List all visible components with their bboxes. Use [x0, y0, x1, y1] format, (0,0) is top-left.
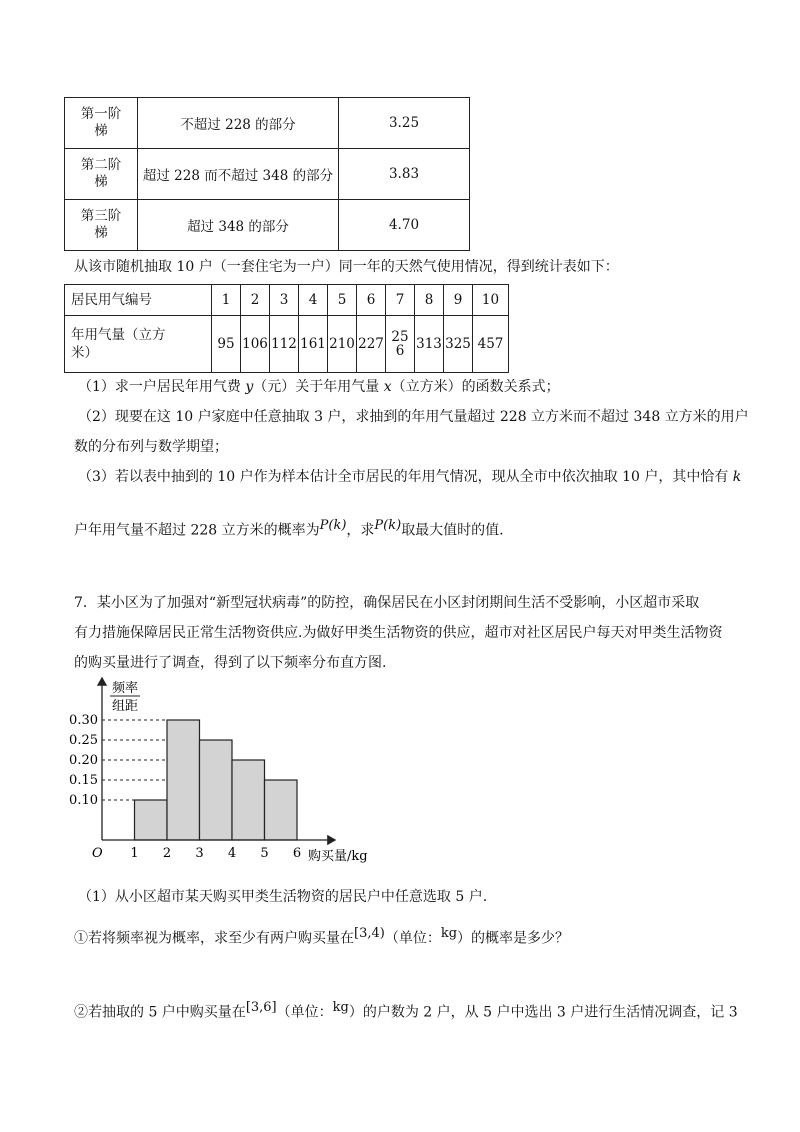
value-cell: 112: [270, 316, 299, 373]
q6-part3-line2: 户年用气量不超过 228 立方米的概率为P(k)，求P(k)取最大值时的值.: [74, 518, 504, 539]
tier-price-table: [64, 97, 470, 251]
id-cell: 8: [415, 285, 444, 316]
y-tick-label: 0.15: [69, 773, 98, 788]
id-cell: 6: [357, 285, 386, 316]
range-cell: 不超过 228 的部分: [138, 98, 339, 149]
id-cell: 9: [444, 285, 473, 316]
id-cell: 5: [328, 285, 357, 316]
value-cell: 161: [299, 316, 328, 373]
table-row: [65, 316, 509, 373]
q7-sub1b: ②若抽取的 5 户中购买量在[3,6]（单位：kg）的户数为 2 户，从 5 户中选出 3 户进行生活情况调查，记 3: [74, 1000, 738, 1021]
header-label-cell: 居民用气编号: [65, 285, 212, 316]
gas-usage-table: [64, 284, 509, 373]
id-cell: 7: [386, 285, 415, 316]
value-cell: 227: [357, 316, 386, 373]
id-cell: 4: [299, 285, 328, 316]
value-cell: 457: [473, 316, 509, 373]
q6-part2-line1: （2）现要在这 10 户家庭中任意抽取 3 户，求抽到的年用气量超过 228 立方米而不超过 348 立方米的用户: [78, 409, 749, 425]
q6-part2-line2: 数的分布列与数学期望；: [74, 439, 228, 455]
x-tick-label: 3: [195, 846, 204, 861]
histogram-bar: [167, 720, 200, 840]
table-row: [65, 98, 470, 149]
q7-sub1: （1）从小区超市某天购买甲类生活物资的居民户中任意选取 5 户.: [78, 889, 488, 905]
tier-cell: 第一阶 梯: [65, 98, 138, 149]
histogram-bar: [135, 800, 168, 840]
q7-stem-line3: 的购买量进行了调查，得到了以下频率分布直方图.: [74, 655, 387, 671]
x-tick-label: 6: [292, 846, 302, 861]
value-cell: 25 6: [386, 316, 415, 373]
table-row: [65, 149, 470, 200]
x-tick-label: 5: [260, 846, 269, 861]
value-cell: 95: [212, 316, 241, 373]
price-cell: 4.70: [339, 200, 470, 251]
histogram-bar: [232, 760, 265, 840]
value-label-cell: 年用气量（立方 米）: [65, 316, 212, 373]
x-tick-label: 2: [162, 846, 172, 861]
y-tick-label: 0.20: [69, 753, 98, 768]
y-tick-label: 0.25: [69, 733, 98, 748]
id-cell: 10: [473, 285, 509, 316]
tier-cell: 第三阶 梯: [65, 200, 138, 251]
id-cell: 1: [212, 285, 241, 316]
value-cell: 210: [328, 316, 357, 373]
y-label-bottom: 组距: [112, 699, 139, 714]
value-cell: 313: [415, 316, 444, 373]
q6-part1: （1）求一户居民年用气费 y（元）关于年用气量 x（立方米）的函数关系式；: [78, 379, 560, 395]
value-cell: 106: [241, 316, 270, 373]
price-cell: 3.25: [339, 98, 470, 149]
range-cell: 超过 228 而不超过 348 的部分: [138, 149, 339, 200]
q7-sub1a: ①若将频率视为概率，求至少有两户购买量在[3,4)（单位：kg）的概率是多少？: [74, 926, 570, 947]
table-row: [65, 200, 470, 251]
q6-part3-line1: （3）若以表中抽到的 10 户作为样本估计全市居民的年用气情况，现从全市中依次抽取 10 户，其中恰有 k: [78, 469, 742, 485]
range-cell: 超过 348 的部分: [138, 200, 339, 251]
tier-cell: 第二阶 梯: [65, 149, 138, 200]
sample-intro-text: 从该市随机抽取 10 户（一套住宅为一户）同一年的天然气使用情况，得到统计表如下：: [74, 259, 619, 275]
q7-stem-line2: 有力措施保障居民正常生活物资供应.为做好甲类生活物资的供应，超市对社区居民户每天对甲类生活物资: [74, 625, 723, 641]
x-tick-label: 1: [130, 846, 139, 861]
price-cell: 3.83: [339, 149, 470, 200]
y-label-top: 频率: [112, 681, 139, 696]
value-cell: 325: [444, 316, 473, 373]
histogram-bar: [265, 780, 298, 840]
histogram-bar: [200, 740, 233, 840]
frequency-histogram: [60, 672, 400, 872]
q7-stem-line1: 7．某小区为了加强对“新型冠状病毒”的防控，确保居民在小区封闭期间生活不受影响，小区超市采取: [74, 595, 700, 611]
y-tick-label: 0.10: [69, 793, 98, 808]
x-tick-label: 4: [227, 846, 237, 861]
id-cell: 2: [241, 285, 270, 316]
x-axis-label: 购买量/kg: [308, 849, 368, 864]
id-cell: 3: [270, 285, 299, 316]
table-row: [65, 285, 509, 316]
y-tick-label: 0.30: [69, 713, 98, 728]
origin-label: O: [92, 846, 103, 861]
